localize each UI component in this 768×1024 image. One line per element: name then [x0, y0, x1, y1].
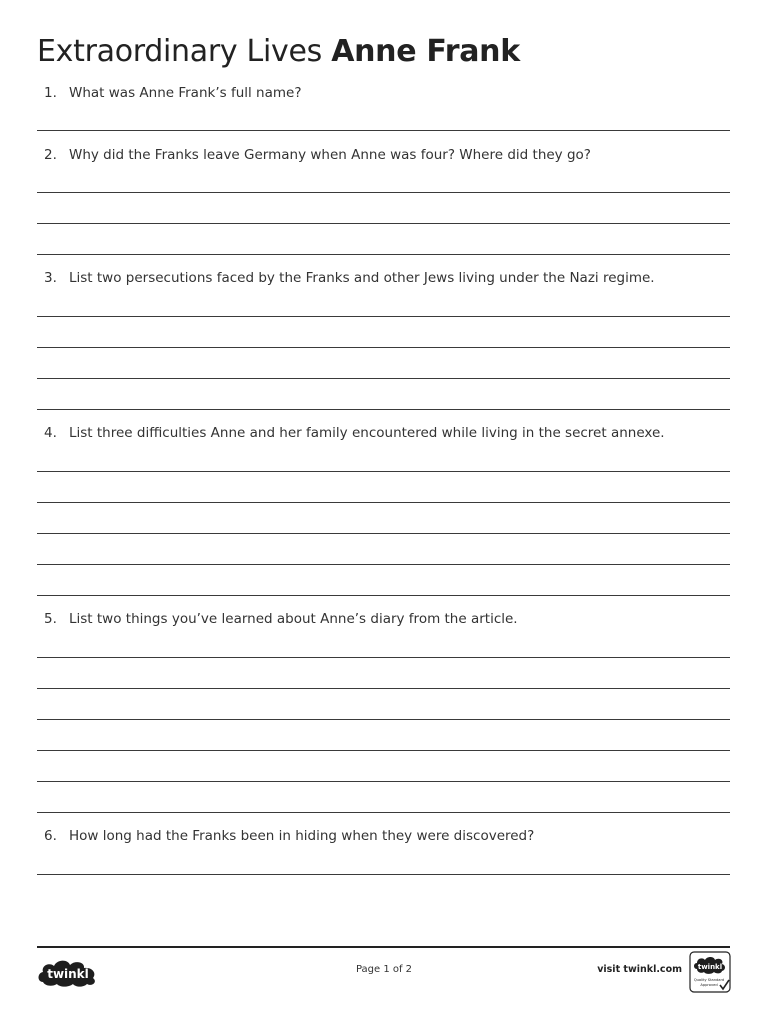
- logo-text: twinkl: [47, 967, 89, 981]
- answer-line[interactable]: [37, 192, 730, 193]
- badge-text: Approved: [700, 983, 718, 987]
- answer-line[interactable]: [37, 502, 730, 503]
- answer-line[interactable]: [37, 688, 730, 689]
- question-number: 2.: [44, 147, 57, 163]
- question-6: [44, 828, 534, 844]
- title-subject: Anne Frank: [331, 34, 520, 69]
- question-number: 3.: [44, 270, 57, 286]
- question-4: [44, 425, 665, 441]
- answer-line[interactable]: [37, 409, 730, 410]
- answer-line[interactable]: [37, 533, 730, 534]
- page-number: Page 1 of 2: [355, 964, 413, 975]
- question-5: [44, 611, 518, 627]
- answer-line[interactable]: [37, 750, 730, 751]
- visit-link[interactable]: visit twinkl.com: [597, 964, 682, 975]
- answer-line[interactable]: [37, 316, 730, 317]
- answer-line[interactable]: [37, 657, 730, 658]
- answer-line[interactable]: [37, 874, 730, 875]
- badge-brand: twinkl: [697, 963, 723, 971]
- question-number: 1.: [44, 85, 57, 101]
- answer-line[interactable]: [37, 347, 730, 348]
- question-number: 4.: [44, 425, 57, 441]
- question-2: [44, 147, 591, 163]
- answer-line[interactable]: [37, 223, 730, 224]
- title-series: Extraordinary Lives: [37, 34, 322, 69]
- question-text: List two persecutions faced by the Franks and other Jews living under the Nazi regime.: [69, 270, 655, 286]
- answer-line[interactable]: [37, 471, 730, 472]
- question-text: How long had the Franks been in hiding when they were discovered?: [69, 828, 535, 844]
- answer-line[interactable]: [37, 595, 730, 596]
- question-text: What was Anne Frank’s full name?: [69, 85, 302, 101]
- badge-text: Quality Standard: [693, 978, 725, 982]
- question-text: List three difficulties Anne and her family encountered while living in the secret annexe.: [69, 425, 665, 441]
- answer-line[interactable]: [37, 378, 730, 379]
- answer-line[interactable]: [37, 254, 730, 255]
- question-number: 6.: [44, 828, 57, 844]
- answer-line[interactable]: [37, 812, 730, 813]
- question-3: [44, 270, 655, 286]
- answer-line[interactable]: [37, 130, 730, 131]
- quality-badge: [689, 951, 731, 993]
- answer-line[interactable]: [37, 564, 730, 565]
- answer-line[interactable]: [37, 719, 730, 720]
- footer-divider: [37, 946, 730, 948]
- answer-line[interactable]: [37, 781, 730, 782]
- question-number: 5.: [44, 611, 57, 627]
- worksheet-title: [37, 34, 520, 69]
- question-text: Why did the Franks leave Germany when Anne was four? Where did they go?: [69, 147, 591, 163]
- question-text: List two things you’ve learned about Anne’s diary from the article.: [69, 611, 518, 627]
- question-1: [44, 85, 302, 101]
